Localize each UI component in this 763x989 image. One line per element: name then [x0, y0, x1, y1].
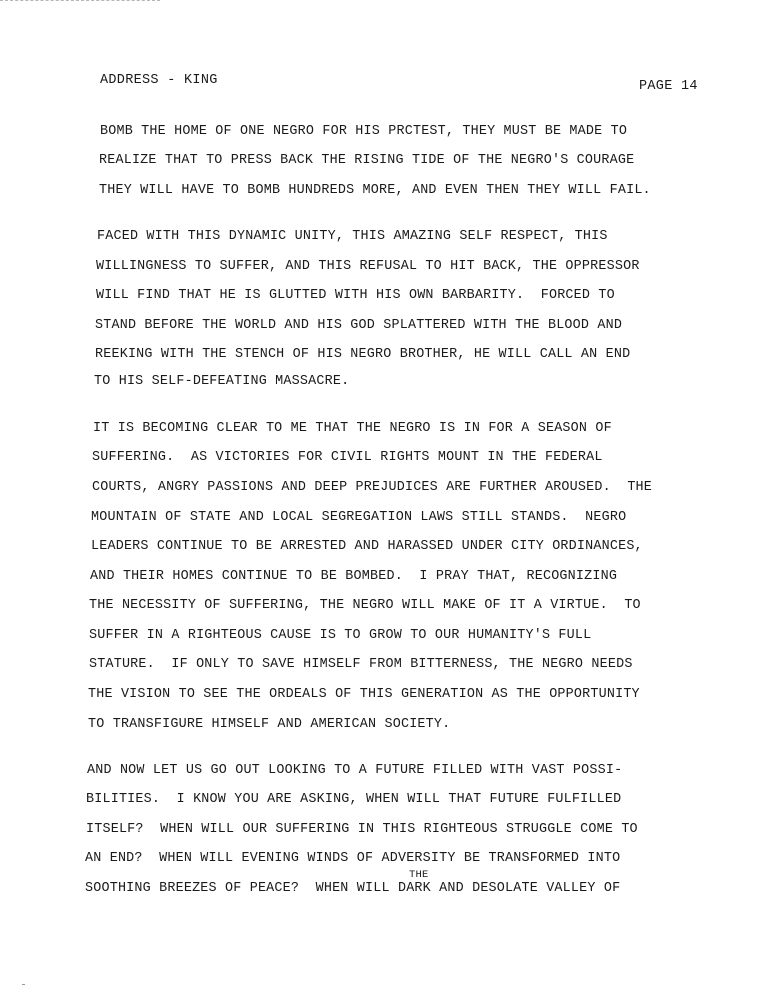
scan-edge-dashes [0, 0, 160, 3]
text-line: STATURE. IF ONLY TO SAVE HIMSELF FROM BITTERNESS, THE NEGRO NEEDS [89, 657, 633, 672]
text-line: AND NOW LET US GO OUT LOOKING TO A FUTURE FILLED WITH VAST POSSI- [87, 763, 623, 778]
text-line: COURTS, ANGRY PASSIONS AND DEEP PREJUDICES ARE FURTHER AROUSED. THE [92, 480, 653, 495]
text-line: THE VISION TO SEE THE ORDEALS OF THIS GENERATION AS THE OPPORTUNITY [88, 687, 640, 702]
text-line: MOUNTAIN OF STATE AND LOCAL SEGREGATION LAWS STILL STANDS. NEGRO [91, 510, 627, 525]
text-line: SUFFER IN A RIGHTEOUS CAUSE IS TO GROW TO OUR HUMANITY'S FULL [89, 628, 592, 643]
text-line: ITSELF? WHEN WILL OUR SUFFERING IN THIS RIGHTEOUS STRUGGLE COME TO [86, 822, 638, 837]
text-line: REEKING WITH THE STENCH OF HIS NEGRO BROTHER, HE WILL CALL AN END [95, 347, 631, 362]
text-line: WILL FIND THAT HE IS GLUTTED WITH HIS OWN BARBARITY. FORCED TO [96, 288, 615, 303]
text-line: TO HIS SELF-DEFEATING MASSACRE. [94, 374, 350, 389]
text-line: STAND BEFORE THE WORLD AND HIS GOD SPLATTERED WITH THE BLOOD AND [95, 318, 623, 333]
text-line: AND THEIR HOMES CONTINUE TO BE BOMBED. I PRAY THAT, RECOGNIZING [90, 569, 618, 584]
text-line: AN END? WHEN WILL EVENING WINDS OF ADVERSITY BE TRANSFORMED INTO [85, 851, 621, 866]
text-line: SOOTHING BREEZES OF PEACE? WHEN WILL DARK AND DESOLATE VALLEY OF [85, 881, 621, 896]
handwritten-insertion: THE [409, 869, 429, 881]
text-line: THEY WILL HAVE TO BOMB HUNDREDS MORE, AND EVEN THEN THEY WILL FAIL. [99, 183, 651, 198]
scan-mark [22, 984, 25, 985]
text-line: FACED WITH THIS DYNAMIC UNITY, THIS AMAZING SELF RESPECT, THIS [97, 229, 608, 244]
page-number: PAGE 14 [639, 79, 698, 94]
text-line: TO TRANSFIGURE HIMSELF AND AMERICAN SOCIETY. [88, 717, 451, 732]
text-line: SUFFERING. AS VICTORIES FOR CIVIL RIGHTS MOUNT IN THE FEDERAL [92, 450, 603, 465]
text-line: WILLINGNESS TO SUFFER, AND THIS REFUSAL TO HIT BACK, THE OPPRESSOR [96, 259, 640, 274]
text-line: REALIZE THAT TO PRESS BACK THE RISING TIDE OF THE NEGRO'S COURAGE [99, 153, 635, 168]
text-line: BOMB THE HOME OF ONE NEGRO FOR HIS PRCTEST, THEY MUST BE MADE TO [100, 124, 628, 139]
text-line: IT IS BECOMING CLEAR TO ME THAT THE NEGRO IS IN FOR A SEASON OF [93, 421, 612, 436]
text-line: LEADERS CONTINUE TO BE ARRESTED AND HARASSED UNDER CITY ORDINANCES, [91, 539, 643, 554]
text-line: BILITIES. I KNOW YOU ARE ASKING, WHEN WILL THAT FUTURE FULFILLED [86, 792, 622, 807]
text-line: THE NECESSITY OF SUFFERING, THE NEGRO WILL MAKE OF IT A VIRTUE. TO [89, 598, 641, 613]
document-header-title: ADDRESS - KING [100, 73, 218, 88]
